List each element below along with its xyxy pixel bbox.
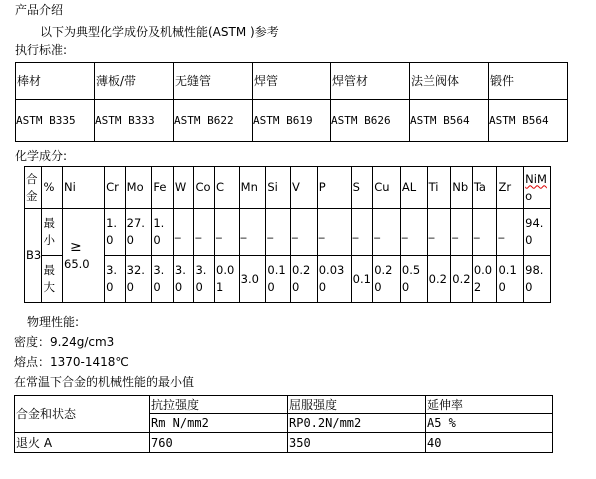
standards-heading: 执行标准:: [15, 43, 68, 57]
chem-max-cell-text: 3.0: [240, 271, 259, 286]
chem-max-cell-part: 0.2: [292, 263, 311, 277]
mech-data-row: [15, 433, 553, 453]
chem-max-cell: [472, 256, 497, 303]
chem-max-label-part: 大: [43, 280, 55, 294]
chem-ni-value: 65.0: [64, 256, 90, 271]
chem-min-cell: [427, 209, 451, 256]
chem-min-cell-text: _: [292, 224, 298, 239]
standards-header-row: [16, 63, 568, 100]
chem-min-cell: [125, 209, 152, 256]
chem-min-cell-part: 0: [106, 233, 114, 247]
chem-max-cell: [239, 256, 266, 303]
chem-min-cell: [173, 209, 194, 256]
chem-max-cell-part: 1: [216, 280, 224, 294]
chem-header-element: Zr: [497, 167, 524, 209]
chem-max-cell-part: 0: [126, 280, 134, 294]
chem-min-cell-text: _: [352, 224, 359, 239]
chem-max-cell-part: 2: [473, 280, 482, 294]
chem-header-element: Ni: [63, 167, 105, 209]
chem-max-cell: [173, 256, 194, 303]
chem-min-label-part: 最: [43, 216, 55, 230]
chem-header-element: Mo: [125, 167, 152, 209]
chem-header-element: Cu: [373, 167, 401, 209]
chemistry-heading: 化学成分:: [15, 149, 68, 163]
chem-min-cell: [291, 209, 318, 256]
page-title: 产品介绍: [15, 3, 64, 17]
chem-min-cell-part: 1.: [153, 216, 165, 230]
chem-min-cell: [400, 209, 427, 256]
chem-header-element: P: [317, 167, 351, 209]
chem-alloy-name: B3: [25, 209, 42, 303]
standards-column-header: 法兰阀体: [410, 63, 489, 100]
chem-max-cell-text: 0.2: [452, 271, 471, 286]
chem-header-element: W: [173, 167, 194, 209]
chem-min-cell: [194, 209, 215, 256]
chem-min-cell: [266, 209, 291, 256]
chem-max-cell-part: 3.: [174, 263, 186, 277]
chem-min-cell-part: 0: [525, 233, 533, 247]
chem-ni-symbol: ≥: [70, 238, 82, 255]
chem-header-element: C: [215, 167, 240, 209]
mech-header-tensile: 抗拉强度: [150, 396, 288, 414]
chem-max-cell: [351, 256, 373, 303]
standards-value-cell: ASTM B564: [489, 100, 568, 142]
chem-min-label: [42, 209, 63, 256]
chem-max-cell: [427, 256, 451, 303]
standards-column-header: 锻件: [489, 63, 568, 100]
chem-min-cell-text: _: [318, 224, 325, 239]
chem-header-element: Nb: [451, 167, 473, 209]
chem-max-cell-part: 0: [401, 280, 410, 294]
standards-column-header: 焊管: [253, 63, 331, 100]
chem-max-cell-text: 0.1: [352, 271, 371, 286]
chem-ni-cell: [63, 209, 105, 303]
mech-unit-yield: RP0.2N/mm2: [288, 414, 426, 433]
chem-max-cell: [291, 256, 318, 303]
chem-header-nimo-part: o: [525, 188, 533, 203]
chem-min-cell: [152, 209, 174, 256]
chem-max-label: [42, 256, 63, 303]
chem-max-cell-part: 0.0: [216, 263, 235, 277]
chem-min-cell-text: _: [195, 224, 202, 239]
chem-max-cell: [317, 256, 351, 303]
chem-max-cell: [215, 256, 240, 303]
chemistry-table: [24, 166, 551, 303]
chem-header-element: S: [351, 167, 373, 209]
chem-min-cell-part: 94.: [525, 216, 544, 230]
standards-value-cell: ASTM B333: [95, 100, 174, 142]
chem-header-element: Si: [266, 167, 291, 209]
chem-min-cell-text: _: [267, 224, 274, 239]
chem-min-cell: [524, 209, 551, 256]
chem-max-cell-part: 98.: [525, 263, 544, 277]
chem-max-cell-part: 0: [374, 280, 382, 294]
chem-min-cell: [451, 209, 473, 256]
mech-header-yield: 屈服强度: [288, 396, 426, 414]
chem-max-cell-part: 0: [267, 280, 275, 294]
chem-min-cell-part: 1.: [106, 216, 118, 230]
chem-min-cell: [239, 209, 266, 256]
chem-max-cell-part: 0.0: [473, 263, 493, 277]
chem-max-cell-part: 3.: [153, 263, 165, 277]
chem-header-element: AL: [400, 167, 427, 209]
standards-table: [15, 62, 568, 142]
chem-max-cell: [152, 256, 174, 303]
chem-min-cell-text: _: [498, 224, 505, 239]
physical-heading: 物理性能:: [27, 315, 80, 329]
chem-min-cell-part: 0: [126, 233, 134, 247]
chem-max-label-part: 最: [43, 263, 55, 277]
chem-max-cell: [400, 256, 427, 303]
chem-max-cell-part: 0: [174, 280, 183, 294]
chem-max-cell: [194, 256, 215, 303]
chem-max-cell-part: 0: [498, 280, 506, 294]
chem-min-cell: [373, 209, 401, 256]
mechanical-table: [14, 395, 553, 453]
chem-max-cell-part: 0: [525, 280, 533, 294]
standards-column-header: 焊管材: [331, 63, 410, 100]
standards-value-cell: ASTM B622: [174, 100, 253, 142]
chem-max-cell: [373, 256, 401, 303]
mech-unit-tensile: Rm N/mm2: [150, 414, 288, 433]
chem-header-nimo: [524, 167, 551, 209]
chem-max-cell-part: 0: [106, 280, 114, 294]
standards-column-header: 无缝管: [174, 63, 253, 100]
intro-text: 以下为典型化学成份及机械性能(ASTM )参考: [40, 25, 279, 39]
chem-min-cell-text: _: [374, 224, 380, 239]
chem-min-cell-text: _: [428, 224, 435, 239]
chem-max-cell: [266, 256, 291, 303]
chem-max-cell-part: 0: [195, 280, 203, 294]
chem-header-element: Ti: [427, 167, 451, 209]
chem-min-cell: [317, 209, 351, 256]
chem-min-label-part: 小: [43, 233, 55, 247]
chem-max-cell-part: 0.2: [374, 263, 393, 277]
chem-min-cell-part: 0: [153, 233, 161, 247]
mech-tensile-value: 760: [150, 433, 288, 453]
chem-min-cell-text: _: [452, 224, 458, 239]
chem-header-percent: %: [42, 167, 63, 209]
chem-max-cell-part: 0: [153, 280, 161, 294]
chem-min-cell-text: _: [216, 224, 222, 239]
chem-max-cell: [451, 256, 473, 303]
standards-value-cell: ASTM B335: [16, 100, 95, 142]
chem-max-cell-part: 0.03: [318, 263, 345, 277]
chem-min-cell-text: _: [240, 224, 247, 239]
chem-max-cell-part: 0: [292, 280, 300, 294]
chem-max-cell-part: 32.: [126, 263, 145, 277]
chem-max-cell-part: 3.: [195, 263, 207, 277]
chem-min-cell: [497, 209, 524, 256]
mech-header-alloy: 合金和状态: [15, 396, 150, 433]
chem-max-cell-part: 0.1: [498, 263, 517, 277]
chem-min-cell-part: 27.: [126, 216, 145, 230]
chem-max-cell-text: 0.2: [428, 271, 447, 286]
standards-column-header: 薄板/带: [95, 63, 174, 100]
chem-min-cell-text: _: [401, 224, 408, 239]
chem-max-cell: [105, 256, 126, 303]
chemistry-header-row: [25, 167, 551, 209]
chem-min-cell: [215, 209, 240, 256]
mech-state: 退火 A: [15, 433, 150, 453]
chem-max-cell: [497, 256, 524, 303]
mech-unit-elongation: A5 %: [426, 414, 553, 433]
chem-header-alloy: [25, 167, 42, 209]
melting-point-text: 熔点：1370-1418℃: [14, 355, 129, 369]
chem-header-alloy-part: 合: [26, 171, 38, 186]
chem-header-alloy-part: 金: [26, 188, 38, 203]
standards-column-header: 棒材: [16, 63, 95, 100]
chem-max-cell-part: 0: [318, 280, 327, 294]
chem-min-cell-text: _: [174, 224, 181, 239]
mech-header-elongation: 延伸率: [426, 396, 553, 414]
chem-min-cell: [472, 209, 497, 256]
mech-elongation-value: 40: [426, 433, 553, 453]
chem-max-cell: [524, 256, 551, 303]
chem-min-cell-text: _: [473, 224, 480, 239]
density-text: 密度：9.24g/cm3: [14, 335, 115, 349]
chem-max-cell-part: 0.5: [401, 263, 421, 277]
chem-header-nimo-part: NiM: [525, 171, 547, 186]
chem-header-element: Cr: [105, 167, 126, 209]
chemistry-min-row: [25, 209, 551, 256]
mechanical-heading: 在常温下合金的机械性能的最小值: [14, 375, 195, 389]
chem-header-element: Ta: [472, 167, 497, 209]
standards-value-cell: ASTM B626: [331, 100, 410, 142]
chem-header-element: Co: [194, 167, 215, 209]
standards-value-cell: ASTM B619: [253, 100, 331, 142]
chem-max-cell-part: 3.: [106, 263, 118, 277]
chem-max-cell: [125, 256, 152, 303]
chem-header-element: V: [291, 167, 318, 209]
standards-value-row: [16, 100, 568, 142]
mech-yield-value: 350: [288, 433, 426, 453]
chem-min-cell: [351, 209, 373, 256]
chem-min-cell: [105, 209, 126, 256]
chem-max-cell-part: 0.1: [267, 263, 286, 277]
chem-header-element: Fe: [152, 167, 174, 209]
standards-value-cell: ASTM B564: [410, 100, 489, 142]
chem-header-element: Mn: [239, 167, 266, 209]
